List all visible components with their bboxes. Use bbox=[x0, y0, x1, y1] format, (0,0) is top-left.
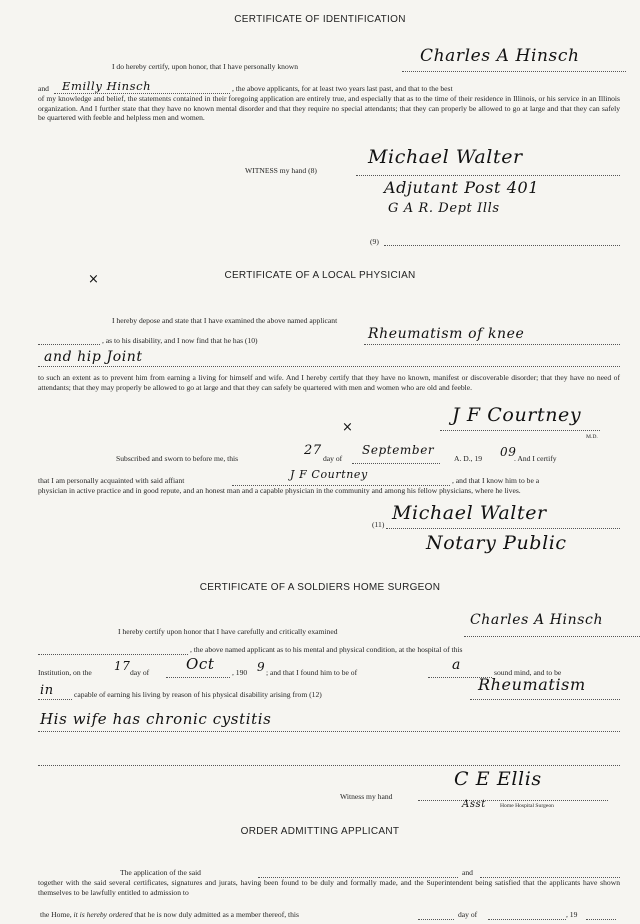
order-body: together with the said several certificates, signatures and jurats, having been found to be duly and formally made, and the Superintendent being satisfied that the applicants have shown themselves to be lawfully entitled to admission to bbox=[38, 878, 620, 897]
affiant-handwriting: J F Courtney bbox=[290, 468, 368, 481]
identification-line1: I do hereby certify, upon honor, that I have personally known bbox=[112, 62, 299, 71]
physician-heading: CERTIFICATE OF A LOCAL PHYSICIAN bbox=[224, 270, 416, 281]
surgeon-a: a bbox=[452, 657, 461, 673]
surgeon-name-handwriting: Charles A Hinsch bbox=[470, 612, 604, 628]
surgeon-line1: I hereby certify upon honor that I have carefully and critically examined bbox=[118, 627, 338, 636]
sworn-text: Subscribed and sworn to before me, this bbox=[116, 454, 239, 463]
surgeon-sound: sound mind, and to be bbox=[494, 668, 562, 677]
surgeon-title: Home Hospital Surgeon bbox=[500, 803, 554, 809]
surgeon-heading: CERTIFICATE OF A SOLDIERS HOME SURGEON bbox=[199, 582, 441, 593]
check-mark-2: × bbox=[342, 420, 353, 435]
surgeon-witness: Witness my hand bbox=[340, 792, 393, 801]
surgeon-day: 17 bbox=[114, 659, 131, 673]
order-year-line bbox=[586, 919, 616, 920]
physician-line1: I hereby depose and state that I have examined the above named applicant bbox=[112, 316, 338, 325]
notary-line bbox=[386, 528, 620, 529]
order-line3b: it is hereby ordered bbox=[73, 910, 133, 919]
order-nineteen: , 19 bbox=[566, 910, 578, 919]
diagnosis-line-1 bbox=[364, 344, 620, 345]
surgeon-signature: C E Ellis bbox=[454, 768, 542, 790]
witness-line bbox=[356, 175, 620, 176]
surgeon-found: ; and that I found him to be of bbox=[266, 668, 358, 677]
diagnosis-handwriting-2: and hip Joint bbox=[44, 349, 143, 365]
order-dayof: day of bbox=[458, 910, 478, 919]
note-line-2 bbox=[38, 765, 620, 766]
surgeon-signature-line bbox=[418, 800, 608, 801]
physician-body-2: physician in active practice and in good repute, and an honest man and a capable physician in the community and among his fellow physicians, where he lives. bbox=[38, 486, 521, 495]
known-name-handwriting: Charles A Hinsch bbox=[420, 46, 580, 66]
known-name-line bbox=[402, 71, 626, 72]
identification-heading: CERTIFICATE OF IDENTIFICATION bbox=[234, 14, 406, 25]
surgeon-asst: Asst bbox=[462, 799, 486, 810]
sworn-day: 27 bbox=[304, 443, 322, 458]
physician-signature-line bbox=[440, 430, 600, 431]
label-9: (9) bbox=[370, 237, 379, 246]
surgeon-yr: , 190 bbox=[232, 668, 248, 677]
identification-body: of my knowledge and belief, the statements contained in their foregoing application are entirely true, and especially that as to the time of their residence in Illinois, or his service in an Illinois organization. And I further state that they have no known mental disorder and that they require no special attendants; that they can properly be allowed to go at large and that they can safely be quartered with feeble and helpless men and women. bbox=[38, 94, 620, 123]
surgeon-in: in bbox=[40, 683, 54, 698]
line-9 bbox=[384, 245, 620, 246]
surgeon-line2: , the above named applicant as to his mental and physical condition, at the hospital of this bbox=[190, 645, 463, 654]
identification-line2: , the above applicants, for at least two years last past, and that to the best bbox=[232, 84, 453, 93]
acquainted-text: that I am personally acquainted with said affiant bbox=[38, 476, 185, 485]
diagnosis-line-2 bbox=[38, 366, 620, 367]
order-and: and bbox=[462, 868, 473, 877]
md-label: M.D. bbox=[586, 434, 598, 440]
notary-signature: Michael Walter bbox=[392, 502, 547, 524]
order-day-line bbox=[418, 919, 454, 920]
witness-title1: Adjutant Post 401 bbox=[384, 178, 540, 197]
name2-handwriting: Emilly Hinsch bbox=[62, 79, 152, 93]
acquainted-text-2: , and that I know him to be a bbox=[452, 476, 540, 485]
surgeon-cause: Rheumatism bbox=[478, 675, 586, 694]
surgeon-dayof: day of bbox=[130, 668, 150, 677]
physician-line2: , as to his disability, and I now find that he has (10) bbox=[102, 336, 258, 345]
institution-text: Institution, on the bbox=[38, 668, 92, 677]
order-line3c: that he is now duly admitted as a member thereof, this bbox=[134, 910, 299, 919]
in-line bbox=[38, 699, 72, 700]
order-line3 bbox=[40, 910, 299, 920]
notary-title: Notary Public bbox=[426, 532, 567, 554]
order-month-line bbox=[488, 919, 566, 920]
witness-title2: G A R. Dept Ills bbox=[388, 201, 500, 216]
check-mark: × bbox=[88, 272, 99, 287]
sworn-month: September bbox=[362, 443, 435, 457]
cause-line bbox=[470, 699, 620, 700]
surgeon-year: 9 bbox=[257, 660, 266, 674]
order-line3a: the Home, bbox=[40, 910, 72, 919]
physician-signature: J F Courtney bbox=[452, 404, 582, 426]
sworn-dayof: day of bbox=[323, 454, 343, 463]
physician-body: to such an extent as to prevent him from earning a living for himself and wife. And I hereby certify that they have no known, manifest or discoverable disorder; that they have no need of attendants; that they may properly be allowed to go at large and that they can safely be quartered with men and women who are old and feeble. bbox=[38, 373, 620, 392]
surgeon-month-line bbox=[166, 677, 230, 678]
surgeon-capable: capable of earning his living by reason of his physical disability arising from (12) bbox=[74, 690, 322, 699]
sworn-year: 09 bbox=[500, 445, 517, 459]
sworn-certify: . And I certify bbox=[514, 454, 557, 463]
sworn-ad: A. D., 19 bbox=[454, 454, 483, 463]
surgeon-note: His wife has chronic cystitis bbox=[40, 710, 272, 728]
order-line1: The application of the said bbox=[120, 868, 201, 877]
label-11: (11) bbox=[372, 520, 385, 529]
witness-label: WITNESS my hand (8) bbox=[245, 166, 317, 175]
surgeon-name-line bbox=[464, 636, 640, 637]
witness-signature: Michael Walter bbox=[368, 146, 523, 168]
surgeon-month: Oct bbox=[186, 655, 215, 673]
sworn-month-line bbox=[352, 463, 440, 464]
identification-and: and bbox=[38, 84, 49, 93]
diagnosis-handwriting-1: Rheumatism of knee bbox=[368, 326, 525, 342]
applicant-line bbox=[38, 344, 100, 345]
note-line-1 bbox=[38, 731, 620, 732]
surgeon-name-line-2 bbox=[38, 654, 188, 655]
order-heading: ORDER ADMITTING APPLICANT bbox=[240, 826, 400, 837]
